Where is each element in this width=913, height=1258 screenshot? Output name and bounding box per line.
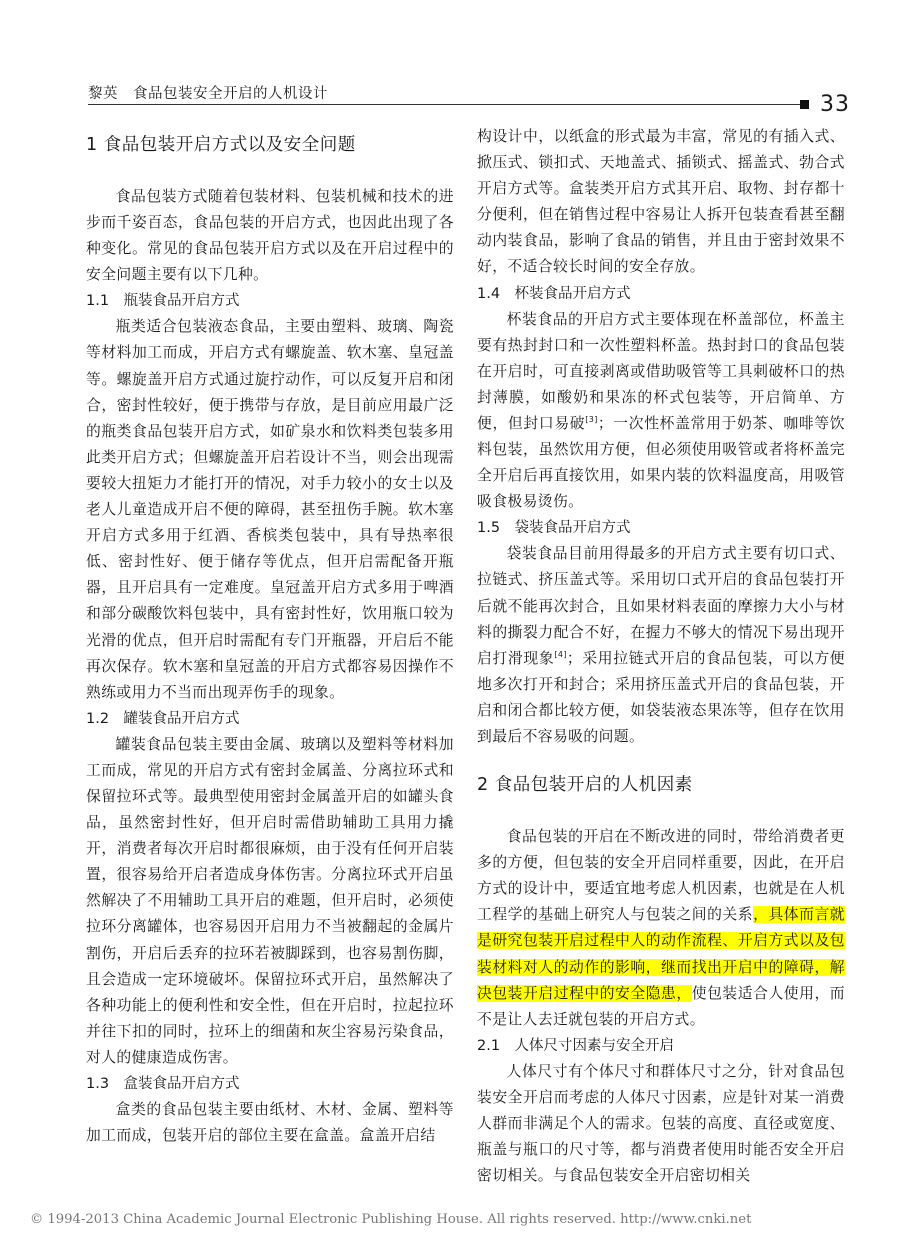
section-2-title: 2 食品包装开启的人机因素 bbox=[477, 775, 693, 796]
section-2-body bbox=[477, 824, 845, 1033]
right-column bbox=[477, 124, 845, 1189]
highlighted-text: ，具体而言就是研究包装开启过程中人的动作流程、开启方式以及包装材料对人的动作的影响，继而找出开启中的障碍，解决包装开启过程中的安全隐患， bbox=[477, 906, 846, 1002]
section-1-4-text-b: ；一次性杯盖常用于奶茶、咖啡等饮料包装，虽然饮用方便，但必须使用吸管或者将杯盖完全开启后再直接饮用，如果内装的饮料温度高，用吸管吸食极易烫伤。 bbox=[477, 414, 845, 511]
section-1-5-body bbox=[477, 541, 845, 750]
citation-4[interactable]: [4] bbox=[554, 649, 567, 659]
section-1-3-continued: 构设计中，以纸盒的形式最为丰富，常见的有插入式、掀压式、锁扣式、天地盖式、插锁式、摇盖式、勃合式开启方式等。盒装类开启方式其开启、取物、封存都十分便利，但在销售过程中容易让人拆开包装查看甚至翻动内装食品，影响了食品的销售，并且由于密封效果不好，不适合较长时间的安全存放。 bbox=[477, 128, 845, 276]
header-rule bbox=[88, 104, 800, 105]
section-1-1-title: 1.1 瓶装食品开启方式 bbox=[86, 293, 240, 310]
section-1-5-text-b: ；采用拉链式开启的食品包装，可以方便地多次打开和封合；采用挤压盖式开启的食品包装，开启和闭合都比较方便，如袋装液态果冻等，但存在饮用到最后不容易吸的问题。 bbox=[477, 649, 845, 745]
section-1-1-body: 瓶类适合包装液态食品，主要由塑料、玻璃、陶瓷等材料加工而成，开启方式有螺旋盖、软木塞、皇冠盖等。螺旋盖开启方式通过旋拧动作，可以反复开启和闭合，密封性较好，便于携带与存放，是目前应用最广泛的瓶类食品包装开启方式，如矿泉水和饮料类包装多用此类开启方式；但螺旋盖开启若设计不当，则会出现需要较大扭矩力才能打开的情况，对手力较小的女士以及老人儿童造成开启不便的障碍，甚至扭伤手腕。软木塞开启方式多用于红酒、香槟类包装中，具有导热率很低、密封性好、便于储存等优点，但开启需配备开瓶器，且开启具有一定难度。皇冠盖开启方式多用于啤酒和部分碳酸饮料包装中，具有密封性好，饮用瓶口较为光滑的优点，但开启时需配有专门开瓶器，开启后不能再次保存。软木塞和皇冠盖的开启方式都容易因操作不熟练或用力不当而出现弄伤手的现象。 bbox=[86, 318, 454, 701]
section-1-4-title: 1.4 杯装食品开启方式 bbox=[477, 285, 631, 302]
header-square-icon bbox=[800, 100, 809, 109]
section-1-3-body: 盒类的食品包装主要由纸材、木材、金属、塑料等加工而成，包装开启的部位主要在盒盖。盒盖开启结 bbox=[86, 1101, 454, 1145]
section-1-3-title: 1.3 盒装食品开启方式 bbox=[86, 1076, 240, 1092]
section-1-4-text-a: 杯装食品的开启方式主要体现在杯盖部位，杯盖主要有热封封口和一次性塑料杯盖。热封封口的食品包装在开启时，可直接剥离或借助吸管等工具刺破杯口的热封薄膜，如酸奶和果冻的杯式包装等，开启简单、方便，但封口易破 bbox=[477, 310, 845, 432]
section-1-2-body: 罐装食品包装主要由金属、玻璃以及塑料等材料加工而成，常见的开启方式有密封金属盖、分离拉环式和保留拉环式等。最典型使用密封金属盖开启的如罐头食品，虽然密封性好，但开启时需借助辅助工具用力撬开，消费者每次开启时都很麻烦，由于没有任何开启装置，很容易给开启者造成身体伤害。分离拉环式开启虽然解决了不用辅助工具开启的难题，但开启时，必须使拉环分离罐体，也容易因开启用力不当被翻起的金属片割伤，开启后丢弃的拉环若被脚踩到，也容易割伤脚，且会造成一定环境破坏。保留拉环式开启，虽然解决了各种功能上的便利性和安全性，但在开启时，拉起拉环并往下扣的同时，拉环上的细菌和灰尘容易污染食品，对人的健康造成伤害。 bbox=[86, 735, 454, 1066]
left-column bbox=[86, 124, 454, 1149]
section-1-intro: 食品包装方式随着包装材料、包装机械和技术的进步而千姿百态，食品包装的开启方式，也因此出现了各种变化。常见的食品包装开启方式以及在开启过程中的安全问题主要有以下几种。 bbox=[86, 188, 454, 284]
section-1-5-text-a: 袋装食品目前用得最多的开启方式主要有切口式、拉链式、挤压盖式等。采用切口式开启的食品包装打开后就不能再次封合，且如果材料表面的摩擦力大小与材料的撕裂力配合不好，在握力不够大的情况下易出现开启打滑现象 bbox=[477, 545, 845, 667]
citation-3[interactable]: [3] bbox=[585, 415, 598, 425]
section-2-1-title: 2.1 人体尺寸因素与安全开启 bbox=[477, 1037, 675, 1054]
section-1-2-title: 1.2 罐装食品开启方式 bbox=[86, 710, 240, 727]
header-author-title: 黎英 食品包装安全开启的人机设计 bbox=[88, 86, 328, 102]
section-2-1-body: 人体尺寸有个体尺寸和群体尺寸之分，针对食品包装安全开启而考虑的人体尺寸因素，应是针对某一消费人群而非满足个人的需求。包装的高度、直径或宽度、瓶盖与瓶口的尺寸等，都与消费者使用时能否安全开启密切相关。与食品包装安全开启密切相关 bbox=[477, 1062, 845, 1185]
section-1-title: 1 食品包装开启方式以及安全问题 bbox=[86, 135, 356, 155]
section-1-4-body bbox=[477, 307, 845, 516]
page-number: 33 bbox=[820, 92, 850, 117]
section-1-5-title: 1.5 袋装食品开启方式 bbox=[477, 520, 631, 537]
copyright-footer: © 1994-2013 China Academic Journal Electronic Publishing House. All rights reserved. http://www.cnki.net bbox=[30, 1212, 752, 1227]
section-2-text-b: 使包装适合人使用，而不是让人去迁就包装的开启方式。 bbox=[477, 984, 845, 1028]
section-2-text-a: 食品包装的开启在不断改进的同时，带给消费者更多的方便，但包装的安全开启同样重要，因此，在开启方式的设计中，要适宜地考虑人机因素，也就是在人机工程学的基础上研究人与包装之间的关系 bbox=[477, 828, 845, 924]
